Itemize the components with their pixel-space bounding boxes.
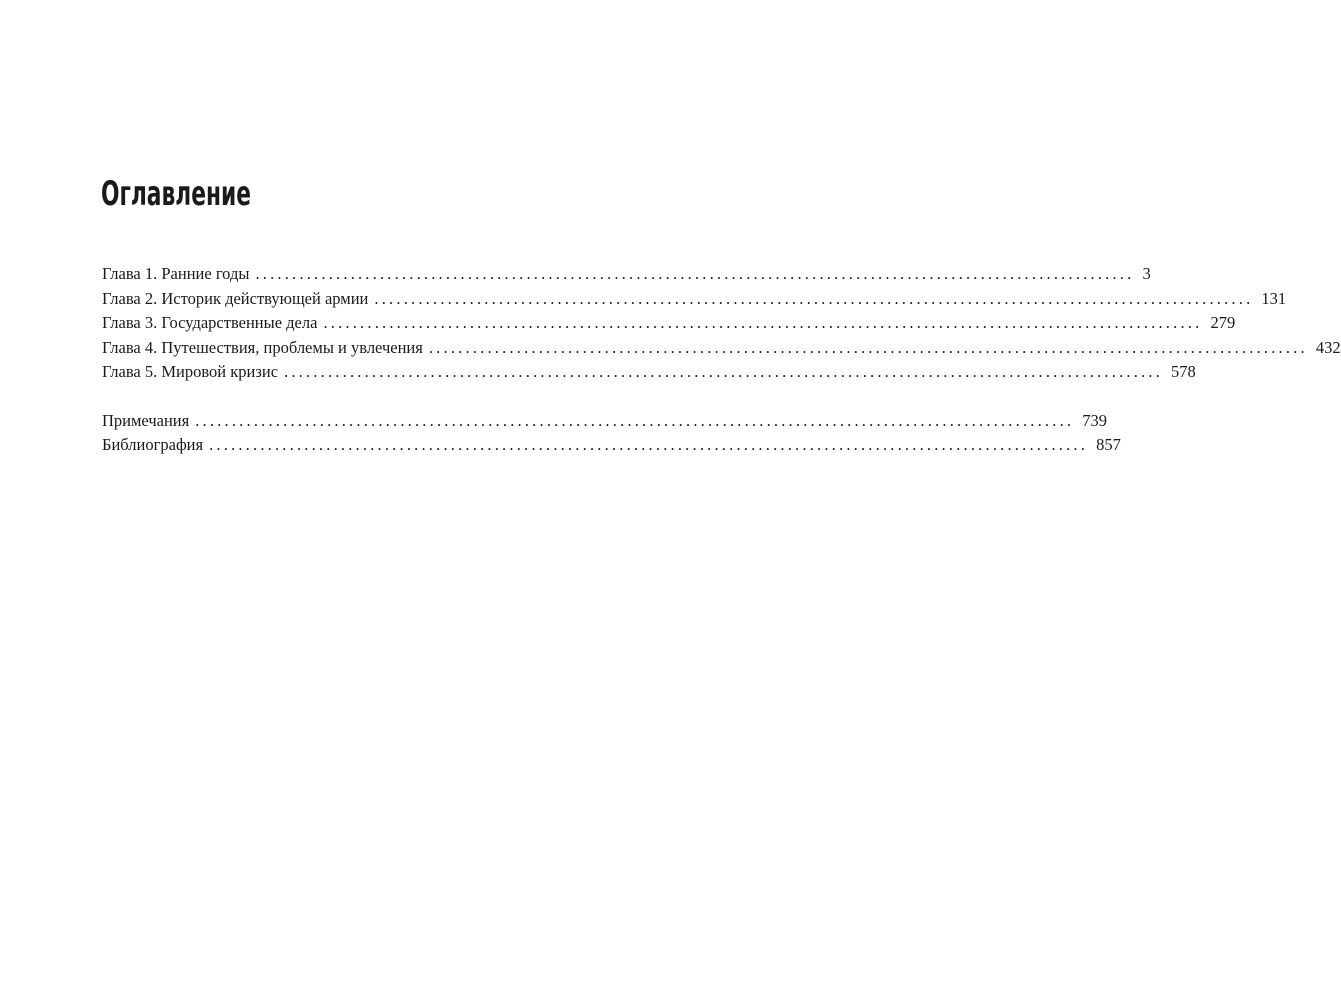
toc-entry-page: 3: [1142, 264, 1151, 283]
toc-entry-label: Примечания: [102, 410, 190, 430]
leader-dots: ........................................................................................................................: [255, 264, 1135, 283]
toc-entry-page: 739: [1082, 410, 1107, 430]
toc-entry-page: 857: [1096, 435, 1121, 454]
toc-entry-chapter-3[interactable]: [102, 311, 1236, 336]
toc-entry-label: Глава 2. Историк действующей армии: [102, 288, 369, 308]
toc-entry-chapter-1[interactable]: [102, 262, 1151, 287]
toc-entry-label: Глава 5. Мировой кризис: [102, 362, 279, 381]
toc-entry-label: Глава 4. Путешествия, проблемы и увлечения: [102, 337, 423, 357]
leader-dots: ........................................................................................................................: [209, 435, 1089, 454]
leader-dots: ........................................................................................................................: [428, 337, 1308, 357]
toc-entry-page: 578: [1171, 362, 1196, 381]
toc-entry-chapter-4[interactable]: [102, 336, 1341, 361]
table-of-contents: [102, 262, 1341, 458]
toc-entry-notes[interactable]: [102, 409, 1107, 434]
toc-entry-page: 279: [1210, 313, 1236, 332]
leader-dots: ........................................................................................................................: [323, 313, 1203, 332]
leader-dots: ........................................................................................................................: [195, 410, 1075, 430]
toc-entry-label: Глава 1. Ранние годы: [102, 264, 250, 283]
toc-entry-page: 131: [1261, 288, 1287, 308]
toc-entry-chapter-2[interactable]: [102, 287, 1287, 312]
toc-entry-chapter-5[interactable]: [102, 360, 1196, 385]
toc-entry-label: Глава 3. Государственные дела: [102, 313, 318, 332]
toc-entry-label: Библиография: [102, 435, 204, 454]
leader-dots: ........................................................................................................................: [374, 288, 1254, 308]
page-title: Оглавление: [101, 174, 251, 214]
leader-dots: ........................................................................................................................: [284, 362, 1164, 381]
toc-entry-page: 432: [1315, 337, 1341, 357]
section-spacer: [102, 385, 624, 409]
toc-entry-bibliography[interactable]: [102, 433, 1121, 458]
